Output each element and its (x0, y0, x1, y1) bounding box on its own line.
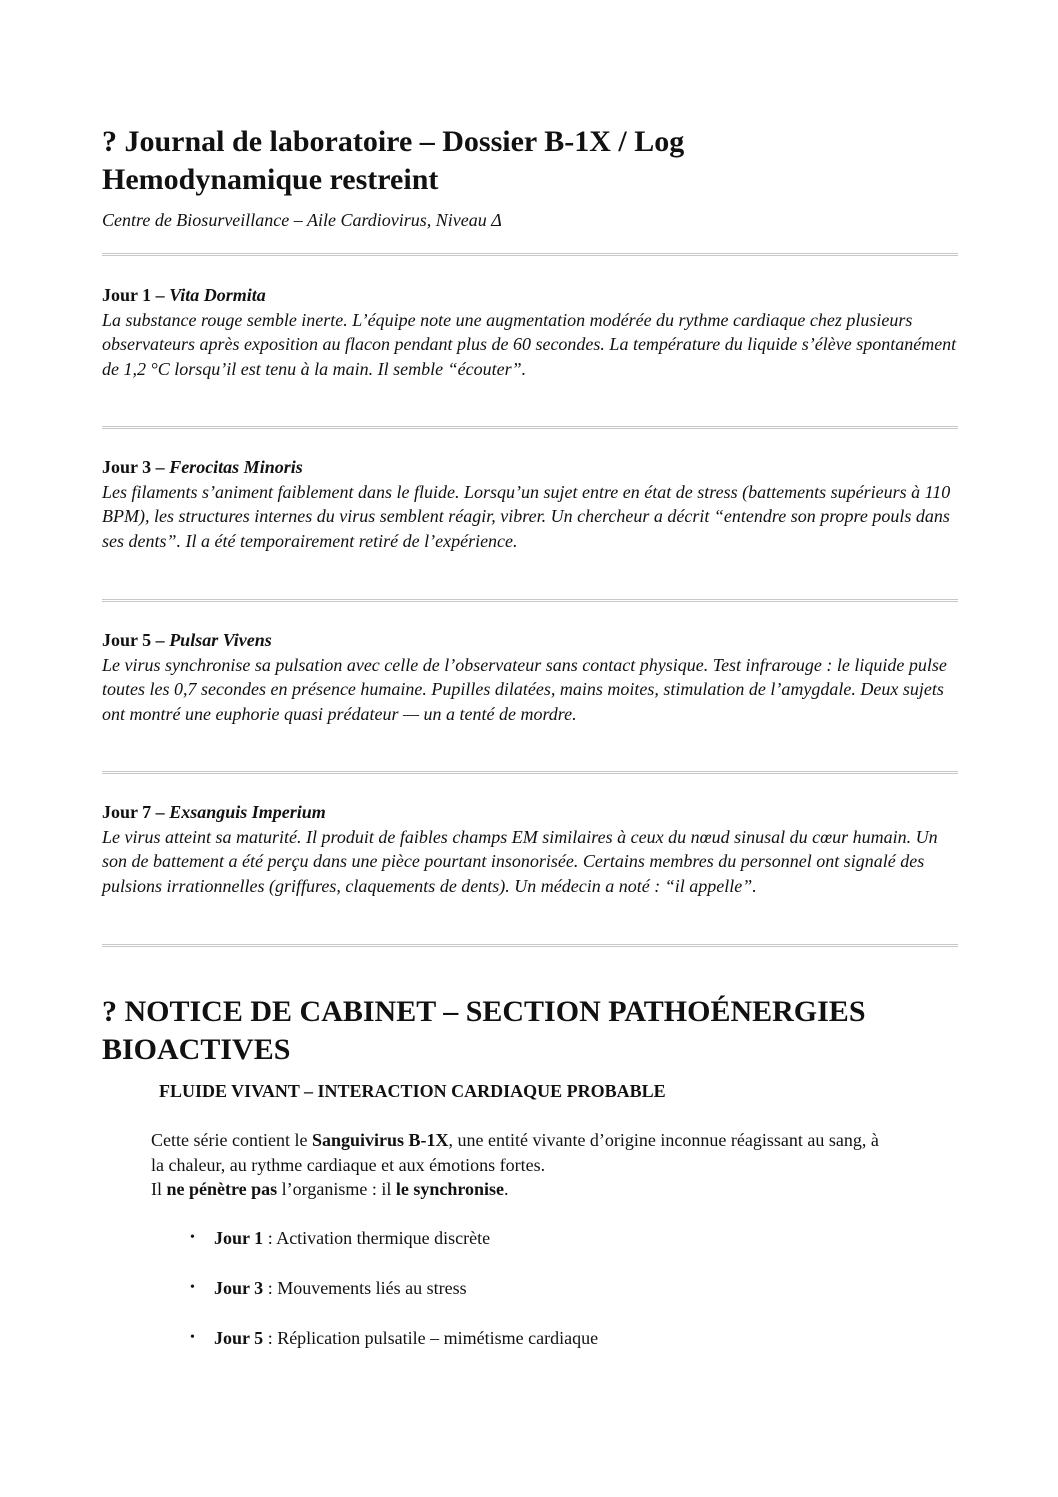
list-item (190, 1326, 598, 1376)
item-label: Jour 5 (214, 1328, 264, 1348)
entry-day: Jour 5 – (102, 630, 170, 650)
para-bold: le synchronise (395, 1179, 505, 1199)
log-entry (102, 455, 958, 553)
page-title-line2: Hemodynamique restreint (102, 163, 439, 196)
item-label: Jour 3 (214, 1278, 264, 1298)
divider (102, 426, 958, 429)
entry-text: Les filaments s’animent faiblement dans le fluide. Lorsqu’un sujet entre en état de stress (battements supérieurs à 110 BPM), les structures internes du virus semblent réagir, vibrer. Un chercheur a décrit “entendre son propre pouls dans ses dents”. Il a été temporairement retiré de l’expérience. (102, 481, 951, 551)
page-subtitle: Centre de Biosurveillance – Aile Cardiovirus, Niveau Δ (102, 210, 502, 230)
page-title (102, 123, 958, 199)
item-text: : Réplication pulsatile – mimétisme cardiaque (263, 1328, 599, 1348)
entry-heading (102, 455, 958, 480)
para-text: Il (151, 1179, 167, 1199)
entry-text: Le virus atteint sa maturité. Il produit de faibles champs EM similaires à ceux du nœud sinusal du cœur humain. Un son de battement a été perçu dans une pièce pourtant insonorisée. Certains membres du personnel ont signalé des pulsions irrationnelles (griffures, claquements de dents). Un médecin a noté : “il appelle”. (102, 826, 938, 896)
entry-day: Jour 7 – (102, 802, 170, 822)
para-text: l’organisme : il (277, 1179, 396, 1199)
notice-title-line2: BIOACTIVES (102, 1033, 291, 1066)
bullet-icon: • (190, 1230, 195, 1245)
entry-day: Jour 1 – (102, 285, 170, 305)
item-text: : Activation thermique discrète (263, 1228, 491, 1248)
para-text: Cette série contient le (151, 1130, 312, 1150)
entry-name: Pulsar Vivens (169, 630, 272, 650)
item-label: Jour 1 (214, 1228, 264, 1248)
notice-subtitle: FLUIDE VIVANT – INTERACTION CARDIAQUE PROBABLE (159, 1081, 666, 1101)
notice-paragraph (151, 1128, 891, 1202)
para-text: . (504, 1179, 509, 1199)
divider (102, 599, 958, 602)
log-entry (102, 628, 958, 726)
log-entry (102, 800, 958, 898)
divider (102, 944, 958, 947)
phase-list (190, 1226, 598, 1376)
list-item (190, 1226, 598, 1276)
virus-name: Sanguivirus B-1X (311, 1130, 449, 1150)
entry-name: Vita Dormita (169, 285, 266, 305)
entry-text: Le virus synchronise sa pulsation avec celle de l’observateur sans contact physique. Test infrarouge : le liquide pulse toutes les 0,7 secondes en présence humaine. Pupilles dilatées, mains moites, stimulation de l’amygdale. Deux sujets ont montré une euphorie quasi prédateur — un a tenté de mordre. (102, 654, 947, 724)
log-entry (102, 283, 958, 381)
para-text: , une entité vivante d’origine inconnue réagissant au sang, à la chaleur, au rythme cardiaque et aux émotions fortes. (151, 1130, 879, 1175)
item-text: : Mouvements liés au stress (263, 1278, 467, 1298)
entry-name: Exsanguis Imperium (169, 802, 326, 822)
entry-heading (102, 628, 958, 653)
list-item (190, 1276, 598, 1326)
divider (102, 771, 958, 774)
bullet-icon: • (190, 1280, 195, 1295)
entry-name: Ferocitas Minoris (169, 457, 303, 477)
entry-text: La substance rouge semble inerte. L’équipe note une augmentation modérée du rythme cardiaque chez plusieurs observateurs après exposition au flacon pendant plus de 60 secondes. La température du liquide s’élève spontanément de 1,2 °C lorsqu’il est tenu à la main. Il semble “écouter”. (102, 309, 957, 379)
page-title-line1: ? Journal de laboratoire – Dossier B-1X / Log (102, 125, 685, 158)
notice-title-line1: ? NOTICE DE CABINET – SECTION PATHOÉNERGIES (102, 995, 866, 1028)
para-bold: ne pénètre pas (166, 1179, 278, 1199)
divider (102, 253, 958, 256)
bullet-icon: • (190, 1330, 195, 1345)
entry-day: Jour 3 – (102, 457, 170, 477)
entry-heading (102, 283, 958, 308)
entry-heading (102, 800, 958, 825)
notice-title (102, 993, 958, 1069)
